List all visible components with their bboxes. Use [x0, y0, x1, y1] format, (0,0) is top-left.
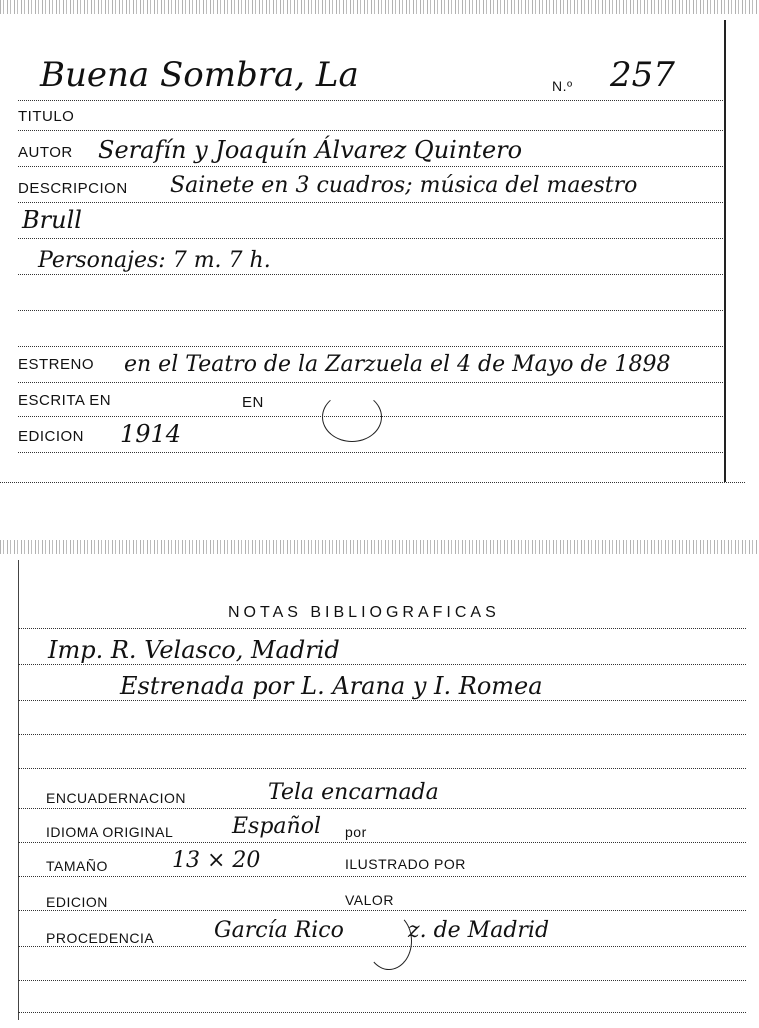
stamp-circle-bottom	[366, 912, 412, 970]
procedencia-value-2: z. de Madrid	[408, 918, 550, 943]
autor-label: AUTOR	[18, 144, 73, 161]
rule-line	[18, 628, 746, 629]
tamano-value: 13 × 20	[172, 848, 261, 873]
scan-noise-top	[0, 0, 759, 14]
edicion-value: 1914	[120, 420, 182, 448]
encuadernacion-value: Tela encarnada	[268, 780, 439, 805]
rule-line	[18, 346, 723, 347]
rule-line	[18, 768, 746, 769]
rule-line	[18, 382, 723, 383]
edicion-label: EDICION	[18, 428, 85, 445]
personajes-value: Personajes: 7 m. 7 h.	[38, 248, 271, 273]
edicion-label-bottom: EDICION	[46, 894, 108, 910]
descripcion-label: DESCRIPCION	[18, 180, 128, 197]
rule-line	[18, 1012, 746, 1013]
rule-line	[18, 416, 723, 417]
scan-noise-bottom	[0, 540, 759, 554]
notas-heading: NOTAS BIBLIOGRAFICAS	[228, 604, 500, 621]
notes-line-2: Estrenada por L. Arana y I. Romea	[120, 672, 543, 700]
stamp-circle	[322, 392, 382, 442]
rule-line	[18, 238, 723, 239]
rule-line	[18, 842, 746, 843]
procedencia-label: PROCEDENCIA	[46, 930, 155, 946]
notes-line-1: Imp. R. Velasco, Madrid	[48, 636, 340, 664]
autor-value: Serafín y Joaquín Álvarez Quintero	[98, 136, 523, 164]
estreno-label: ESTRENO	[18, 356, 95, 373]
rule-line	[18, 734, 746, 735]
card-border-left	[18, 560, 19, 1020]
rule-line	[18, 980, 746, 981]
card-border-right	[724, 20, 726, 482]
por-label: por	[345, 824, 367, 840]
rule-line	[18, 700, 746, 701]
encuadernacion-label: ENCUADERNACION	[46, 790, 187, 806]
number-label: N.º	[552, 78, 573, 94]
rule-line	[18, 876, 746, 877]
rule-line	[18, 808, 746, 809]
ilustrado-label: ILUSTRADO POR	[345, 856, 466, 872]
rule-line	[18, 130, 723, 131]
rule-line	[18, 166, 723, 167]
rule-line	[18, 946, 746, 947]
title-value: Buena Sombra, La	[40, 55, 359, 95]
rule-line	[18, 452, 723, 453]
rule-line	[0, 482, 745, 483]
catalog-card-top	[0, 0, 745, 495]
number-value: 257	[610, 55, 675, 95]
idioma-label: IDIOMA ORIGINAL	[46, 824, 174, 840]
rule-line	[18, 310, 723, 311]
rule-line	[18, 274, 723, 275]
valor-label: VALOR	[345, 892, 394, 908]
estreno-value: en el Teatro de la Zarzuela el 4 de Mayo de 1898	[124, 352, 671, 377]
descripcion-value-line1: Sainete en 3 cuadros; música del maestro	[170, 173, 638, 198]
rule-line	[18, 202, 723, 203]
escrita-en-label: ESCRITA EN	[18, 392, 112, 409]
idioma-value: Español	[232, 814, 321, 839]
en-label: EN	[242, 394, 264, 411]
rule-line	[18, 100, 723, 101]
rule-line	[18, 664, 746, 665]
descripcion-value-line2: Brull	[22, 206, 82, 234]
procedencia-value: García Rico	[214, 918, 344, 943]
titulo-label: TITULO	[18, 108, 75, 125]
tamano-label: TAMAÑO	[46, 858, 108, 874]
rule-line	[18, 910, 746, 911]
